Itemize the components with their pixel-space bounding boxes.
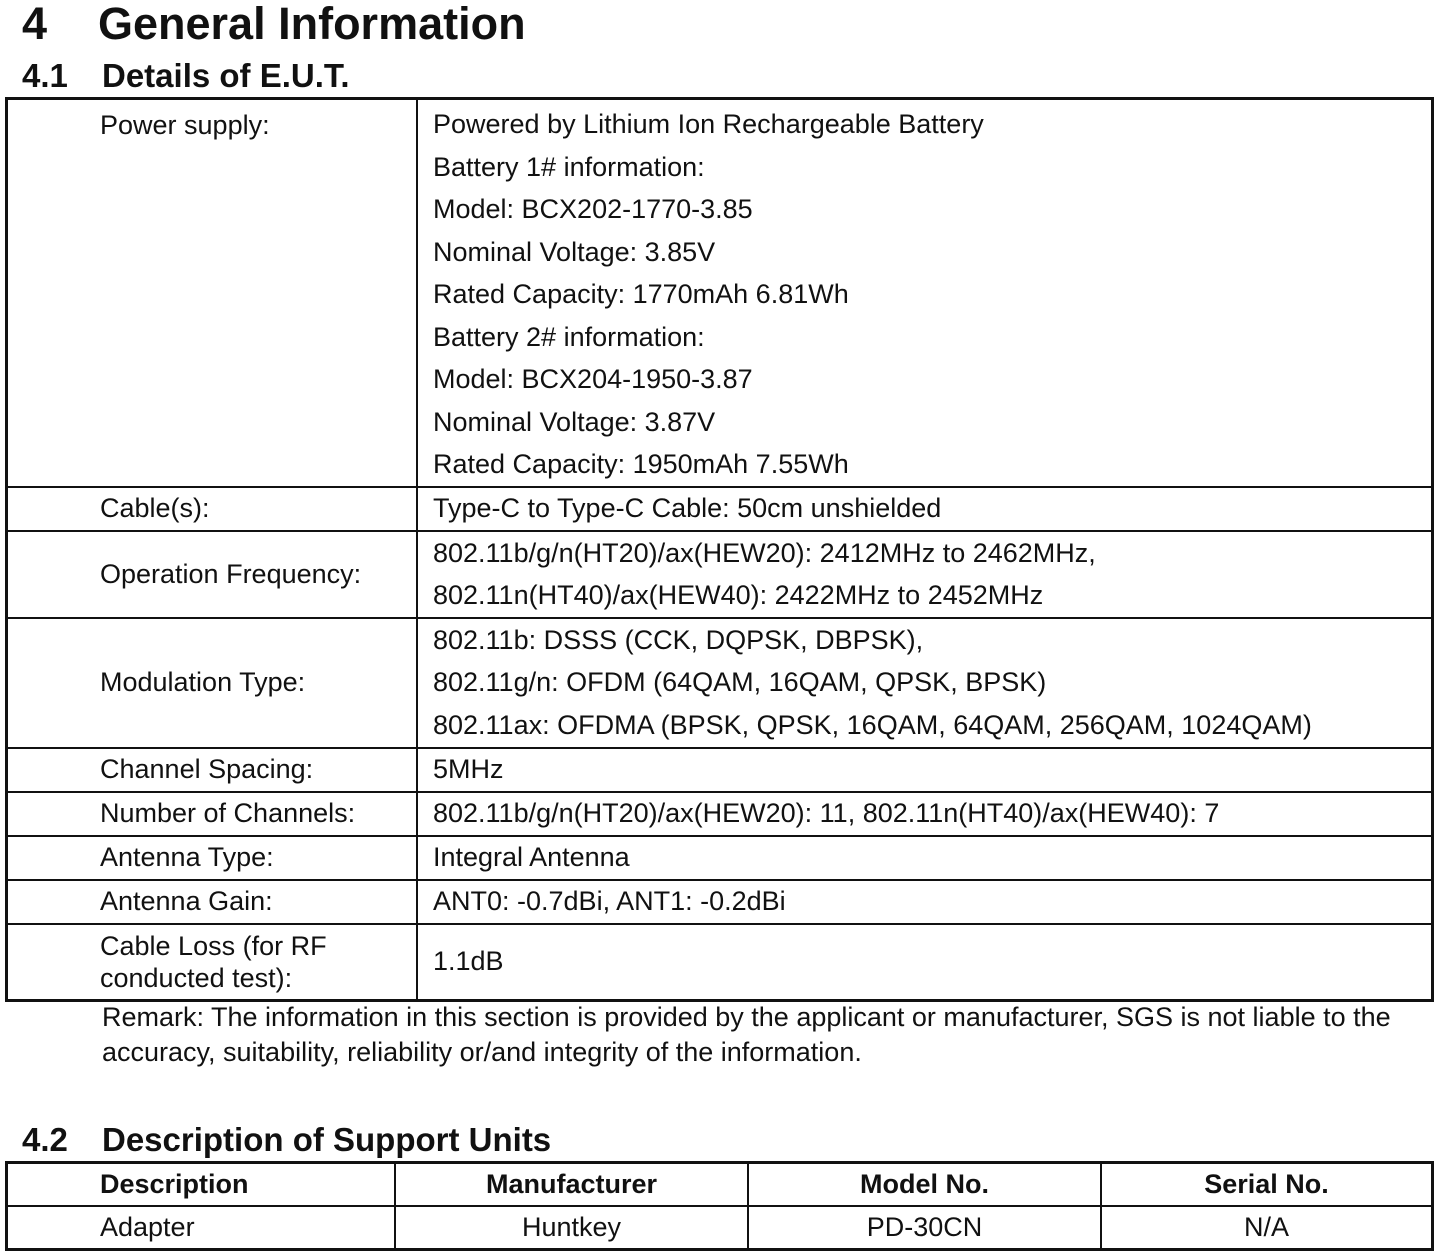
table-row-cables (7, 487, 1433, 531)
subsection-heading-eut (22, 56, 350, 96)
table-row (7, 1206, 1433, 1250)
column-header: Manufacturer (395, 1163, 748, 1207)
subsection-title: Details of E.U.T. (102, 57, 350, 94)
row-label: Modulation Type: (7, 618, 418, 748)
table-row-operation-frequency (7, 531, 1433, 618)
value-line: Rated Capacity: 1770mAh 6.81Wh (433, 279, 849, 309)
value-line: Nominal Voltage: 3.85V (433, 236, 716, 267)
value-line: 802.11b: DSSS (CCK, DQPSK, DBPSK), (433, 624, 924, 655)
subsection-heading-support-units (22, 1120, 551, 1160)
value-line: 802.11g/n: OFDM (64QAM, 16QAM, QPSK, BPSK) (433, 667, 1047, 698)
support-units-table (5, 1161, 1434, 1251)
value-line: Model: BCX204-1950-3.87 (433, 364, 753, 394)
row-value (417, 618, 1433, 748)
value-line: Model: BCX202-1770-3.85 (433, 194, 753, 224)
table-header-row (7, 1163, 1433, 1207)
row-value: Type-C to Type-C Cable: 50cm unshielded (417, 487, 1433, 531)
table-cell: PD-30CN (748, 1206, 1101, 1250)
row-value (417, 531, 1433, 618)
row-value: 802.11b/g/n(HT20)/ax(HEW20): 11, 802.11n(HT40)/ax(HEW40): 7 (417, 792, 1433, 836)
table-row-antenna-type (7, 836, 1433, 880)
value-line: Battery 2# information: (433, 321, 705, 352)
row-label: Channel Spacing: (7, 748, 418, 792)
subsection-number: 4.2 (22, 1121, 68, 1158)
row-label: Antenna Gain: (7, 880, 418, 924)
section-heading (22, 0, 526, 54)
column-header: Serial No. (1101, 1163, 1433, 1207)
table-row-antenna-gain (7, 880, 1433, 924)
value-line: 802.11b/g/n(HT20)/ax(HEW20): 2412MHz to 2462MHz, (433, 537, 1096, 568)
column-header: Description (7, 1163, 396, 1207)
table-row-number-of-channels (7, 792, 1433, 836)
value-line: Powered by Lithium Ion Rechargeable Battery (433, 109, 984, 139)
table-row-channel-spacing (7, 748, 1433, 792)
eut-details-table (5, 97, 1434, 1002)
section-title: General Information (98, 0, 526, 49)
row-value: ANT0: -0.7dBi, ANT1: -0.2dBi (417, 880, 1433, 924)
value-line: 802.11ax: OFDMA (BPSK, QPSK, 16QAM, 64QAM, 256QAM, 1024QAM) (433, 709, 1312, 740)
table-cell: N/A (1101, 1206, 1433, 1250)
subsection-title: Description of Support Units (102, 1121, 552, 1158)
label-line: Cable Loss (for RF (100, 930, 327, 961)
column-header: Model No. (748, 1163, 1101, 1207)
row-value (417, 99, 1433, 487)
row-label: Cable(s): (7, 487, 418, 531)
row-label (7, 924, 418, 1001)
value-line: Nominal Voltage: 3.87V (433, 406, 716, 437)
row-label: Operation Frequency: (7, 531, 418, 618)
table-row-modulation-type (7, 618, 1433, 748)
value-line: 802.11n(HT40)/ax(HEW40): 2422MHz to 2452MHz (433, 580, 1044, 610)
section-number: 4 (22, 0, 48, 49)
label-line: conducted test): (100, 962, 293, 993)
table-row-cable-loss (7, 924, 1433, 1001)
value-line: Rated Capacity: 1950mAh 7.55Wh (433, 449, 849, 479)
row-label: Antenna Type: (7, 836, 418, 880)
subsection-number: 4.1 (22, 57, 68, 94)
row-value: 5MHz (417, 748, 1433, 792)
remark-note: Remark: The information in this section is provided by the applicant or manufacturer, SGS is not liable to the accuracy, suitability, reliability or/and integrity of the information. (102, 1002, 1391, 1067)
row-value: Integral Antenna (417, 836, 1433, 880)
table-row-power-supply (7, 99, 1433, 487)
value-line: Battery 1# information: (433, 151, 705, 182)
table-cell: Huntkey (395, 1206, 748, 1250)
row-label: Number of Channels: (7, 792, 418, 836)
table-cell: Adapter (7, 1206, 396, 1250)
row-value: 1.1dB (417, 924, 1433, 1001)
row-label: Power supply: (7, 99, 418, 487)
